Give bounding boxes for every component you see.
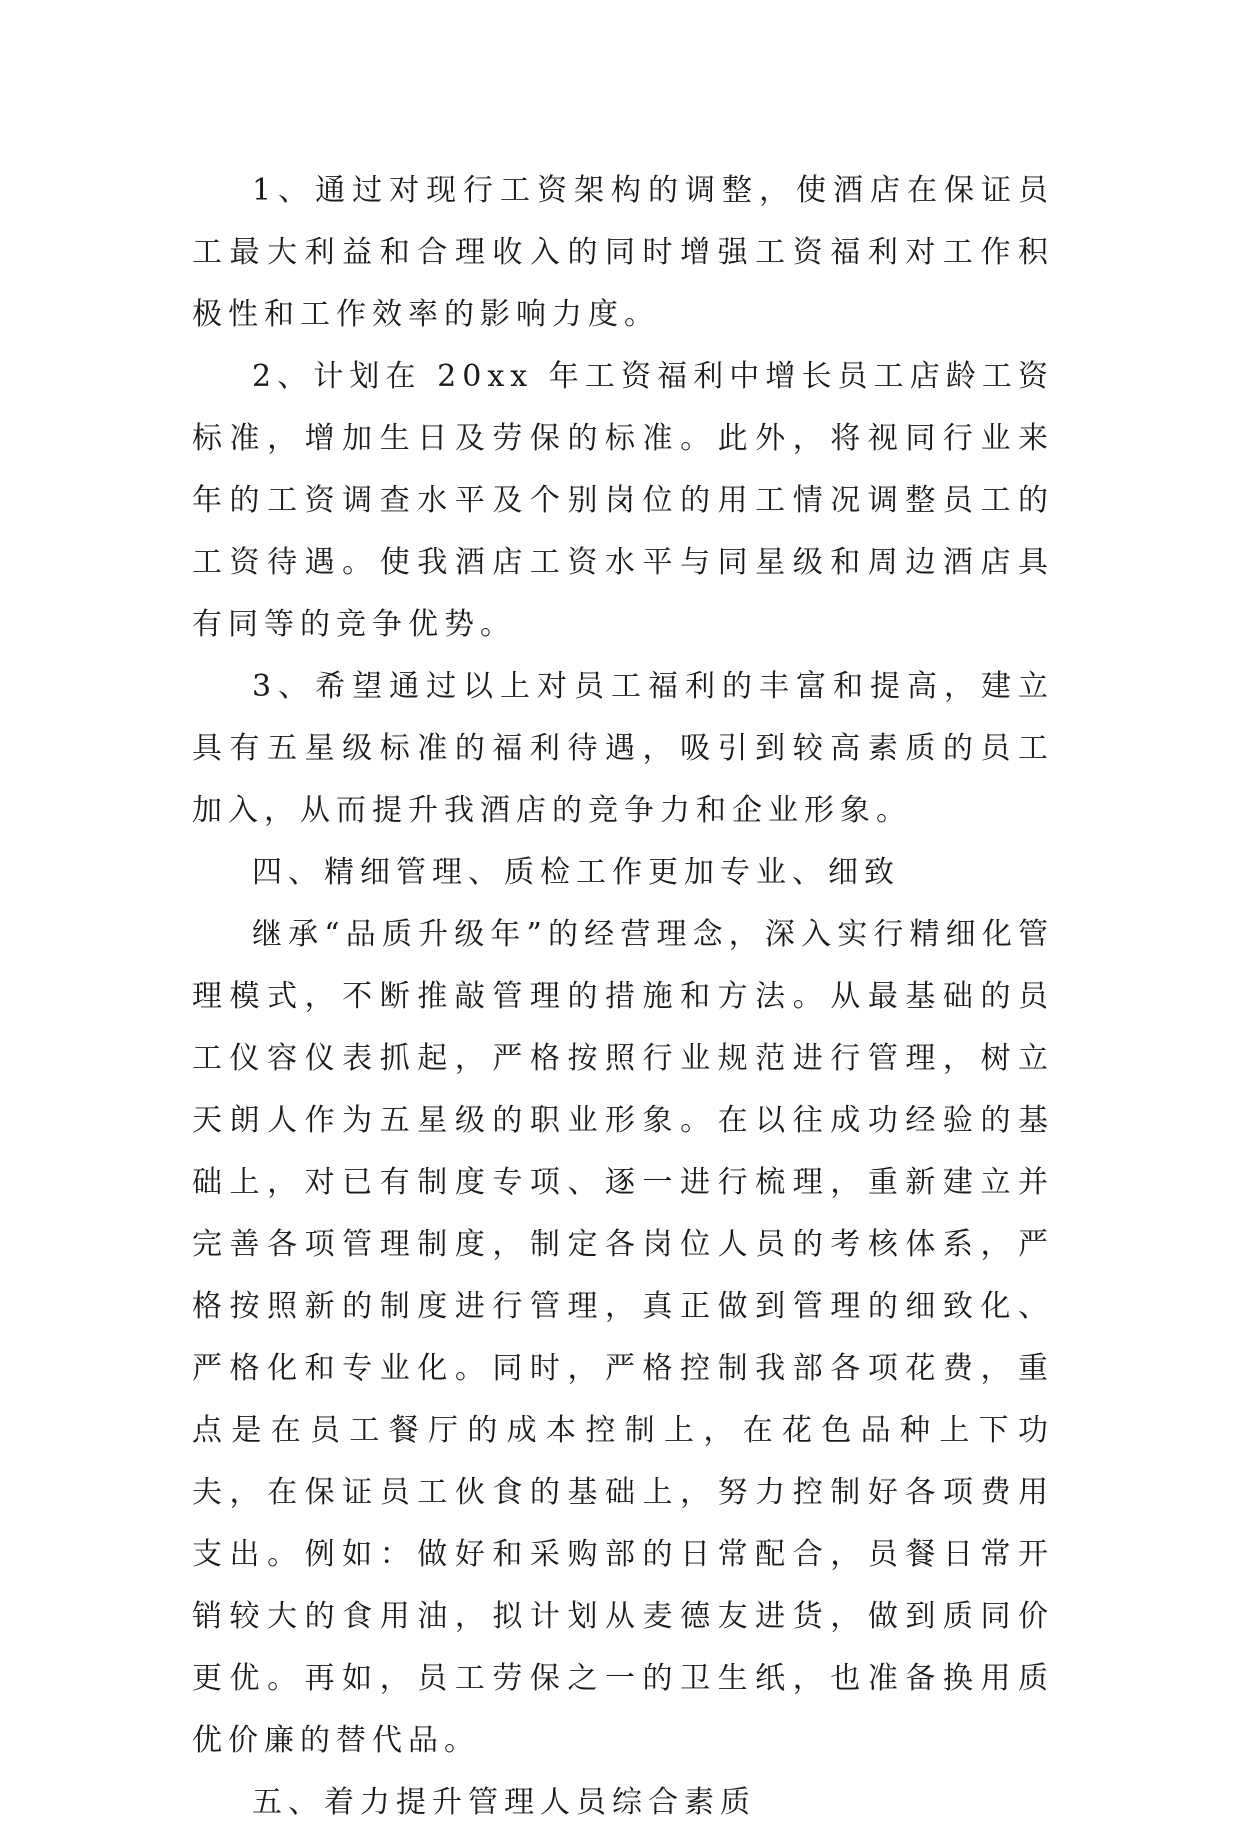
- section-heading-fine-management: 四、精细管理、质检工作更加专业、细致: [252, 855, 900, 890]
- paragraph-fine-management: 继承“品质升级年”的经营理念，深入实行精细化管理模式，不断推敲管理的措施和方法。从最基础的员工仪容仪表抓起，严格按照行业规范进行管理，树立天朗人作为五星级的职业形象。在以往成功经验的基础上，对已有制度专项、逐一进行梳理，重新建立并完善各项管理制度，制定各岗位人员的考核体系，严格按照新的制度进行管理，真正做到管理的细致化、严格化和专业化。同时，严格控制我部各项花费，重点是在员工餐厅的成本控制上，在花色品种上下功夫，在保证员工伙食的基础上，努力控制好各项费用支出。例如：做好和采购部的日常配合，员餐日常开销较大的食用油，拟计划从麦德友进货，做到质同价更优。再如，员工劳保之一的卫生纸，也准备换用质优价廉的替代品。: [192, 917, 1054, 1758]
- section-heading-manager-quality: 五、着力提升管理人员综合素质: [252, 1785, 756, 1820]
- document-body: [192, 160, 1054, 1834]
- paragraph-salary-structure: 1、通过对现行工资架构的调整，使酒店在保证员工最大利益和合理收入的同时增强工资福利对工作积极性和工作效率的影响力度。: [192, 173, 1054, 332]
- paragraph-welfare-goal: 3、希望通过以上对员工福利的丰富和提高，建立具有五星级标准的福利待遇，吸引到较高素质的员工加入，从而提升我酒店的竞争力和企业形象。: [192, 669, 1054, 828]
- paragraph-salary-plan: 2、计划在 20xx 年工资福利中增长员工店龄工资标准，增加生日及劳保的标准。此外，将视同行业来年的工资调查水平及个别岗位的用工情况调整员工的工资待遇。使我酒店工资水平与同星级和周边酒店具有同等的竞争优势。: [192, 359, 1054, 642]
